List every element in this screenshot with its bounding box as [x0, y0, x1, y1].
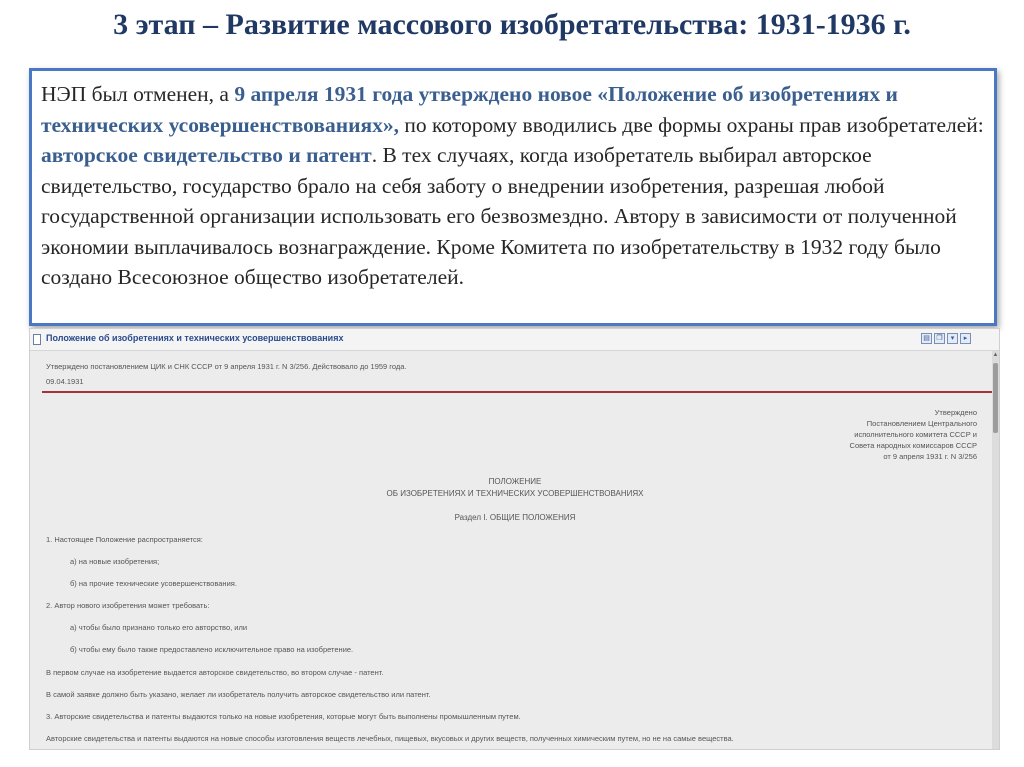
summary-highlight-forms: авторское свидетельство и патент	[41, 143, 372, 167]
summary-text-box	[29, 68, 997, 326]
export-icon[interactable]: ▸	[960, 333, 971, 344]
save-icon[interactable]: ▾	[947, 333, 958, 344]
paragraph: 2. Автор нового изобретения может требовать:	[46, 601, 210, 610]
paragraph: В самой заявке должно быть указано, желает ли изобретатель получить авторское свидетельство или патент.	[46, 690, 431, 699]
document-heading: ПОЛОЖЕНИЕ	[488, 477, 542, 486]
paragraph: а) на новые изобретения;	[70, 557, 160, 566]
paragraph: В первом случае на изобретение выдается авторское свидетельство, во втором случае - патент.	[46, 668, 384, 677]
document-titlebar	[30, 329, 999, 351]
slide-title: 3 этап – Развитие массового изобретательства: 1931-1936 г.	[113, 8, 911, 41]
paragraph: 1. Настоящее Положение распространяется:	[46, 535, 203, 544]
summary-text-2: по которому вводились две формы охраны прав изобретателей:	[399, 112, 984, 137]
approval-line: Постановлением Центрального	[866, 419, 977, 428]
approval-block	[850, 407, 977, 462]
document-window-title: Положение об изобретениях и технических усовершенствованиях	[46, 333, 344, 343]
document-meta-date: 09.04.1931	[46, 377, 84, 386]
approval-line: от 9 апреля 1931 г. N 3/256	[883, 452, 977, 461]
scroll-up-icon[interactable]: ▲	[992, 352, 999, 358]
summary-text-3: . В тех случаях, когда изобретатель выбирал авторское свидетельство, государство брало на себя заботу о внедрении изобретения, разрешая любой государственной организации использовать его безвозмездно. Автору в зависимости от полученной экономии выплачивалось вознаграждение. Кроме Комитета по изобретательству в 1932 году было создано Всесоюзное общество изобретателей.	[41, 143, 957, 289]
document-icon	[33, 334, 41, 345]
summary-highlight-date: 9 апреля 1931 года утверждено новое «Положение об изобретениях и технических усовершенствованиях»,	[41, 82, 898, 137]
document-subheading: ОБ ИЗОБРЕТЕНИЯХ И ТЕХНИЧЕСКИХ УСОВЕРШЕНСТВОВАНИЯХ	[386, 489, 644, 498]
document-scrollbar[interactable]	[992, 351, 999, 749]
approval-line: Совета народных комиссаров СССР	[849, 441, 977, 450]
scroll-thumb[interactable]	[993, 363, 998, 433]
copy-icon[interactable]: ❐	[934, 333, 945, 344]
document-meta-approval: Утверждено постановлением ЦИК и СНК СССР от 9 апреля 1931 г. N 3/256. Действовало до 1959 года.	[46, 362, 407, 371]
paragraph: б) чтобы ему было также предоставлено исключительное право на изобретение.	[70, 645, 354, 654]
document-divider	[42, 391, 997, 393]
paragraph: б) на прочие технические усовершенствования.	[70, 579, 237, 588]
approval-line: исполнительного комитета СССР и	[854, 430, 977, 439]
paragraph: а) чтобы было признано только его авторство, или	[70, 623, 248, 632]
summary-text-1: НЭП был отменен, а	[41, 82, 235, 106]
paragraph: Авторские свидетельства и патенты выдаются на новые способы изготовления веществ лечебных, пищевых, вкусовых и других веществ, полученных химическим путем, но не на самые вещества.	[46, 734, 734, 743]
approval-line: Утверждено	[934, 408, 977, 417]
print-icon[interactable]: ▤	[921, 333, 932, 344]
document-screenshot	[29, 328, 1000, 750]
document-toolbar	[921, 333, 971, 344]
paragraph: 3. Авторские свидетельства и патенты выдаются только на новые изобретения, которые могут быть выполнены промышленным путем.	[46, 712, 521, 721]
section-heading: Раздел I. ОБЩИЕ ПОЛОЖЕНИЯ	[454, 513, 576, 522]
